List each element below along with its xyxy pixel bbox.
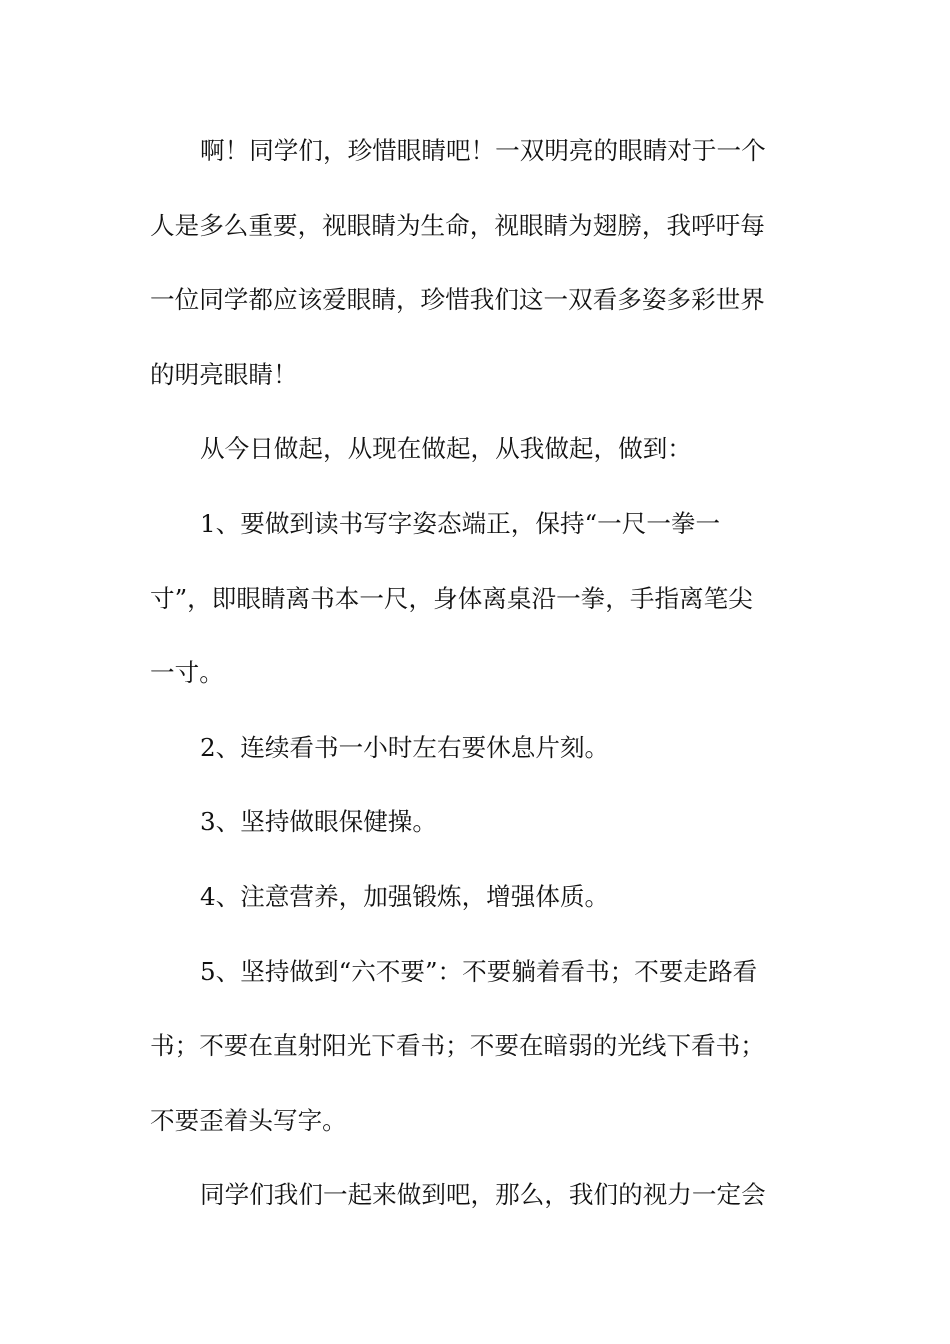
text-line: 寸”，即眼睛离书本一尺，身体离桌沿一拳，手指离笔尖 xyxy=(150,583,753,613)
text-line: 一位同学都应该爱眼睛，珍惜我们这一双看多姿多彩世界 xyxy=(150,285,765,315)
text-line: 书；不要在直射阳光下看书；不要在暗弱的光线下看书； xyxy=(150,1031,765,1061)
text-line: 1、要做到读书写字姿态端正，保持“一尺一拳一 xyxy=(200,508,721,538)
text-line: 从今日做起，从现在做起，从我做起，做到： xyxy=(200,434,692,464)
text-line: 2、连续看书一小时左右要休息片刻。 xyxy=(200,732,610,762)
text-line: 4、注意营养，加强锻炼，增强体质。 xyxy=(200,881,610,911)
text-line: 人是多么重要，视眼睛为生命，视眼睛为翅膀，我呼吁每 xyxy=(150,210,765,240)
text-line: 不要歪着头写字。 xyxy=(150,1105,347,1135)
document-body xyxy=(150,129,800,1248)
text-line: 5、坚持做到“六不要”：不要躺着看书；不要走路看 xyxy=(200,956,758,986)
text-line: 同学们我们一起来做到吧，那么，我们的视力一定会 xyxy=(200,1180,766,1210)
text-line: 3、坚持做眼保健操。 xyxy=(200,807,437,837)
text-line: 的明亮眼睛！ xyxy=(150,359,298,389)
text-line: 一寸。 xyxy=(150,658,224,688)
text-line: 啊！同学们，珍惜眼睛吧！一双明亮的眼睛对于一个 xyxy=(200,136,766,165)
